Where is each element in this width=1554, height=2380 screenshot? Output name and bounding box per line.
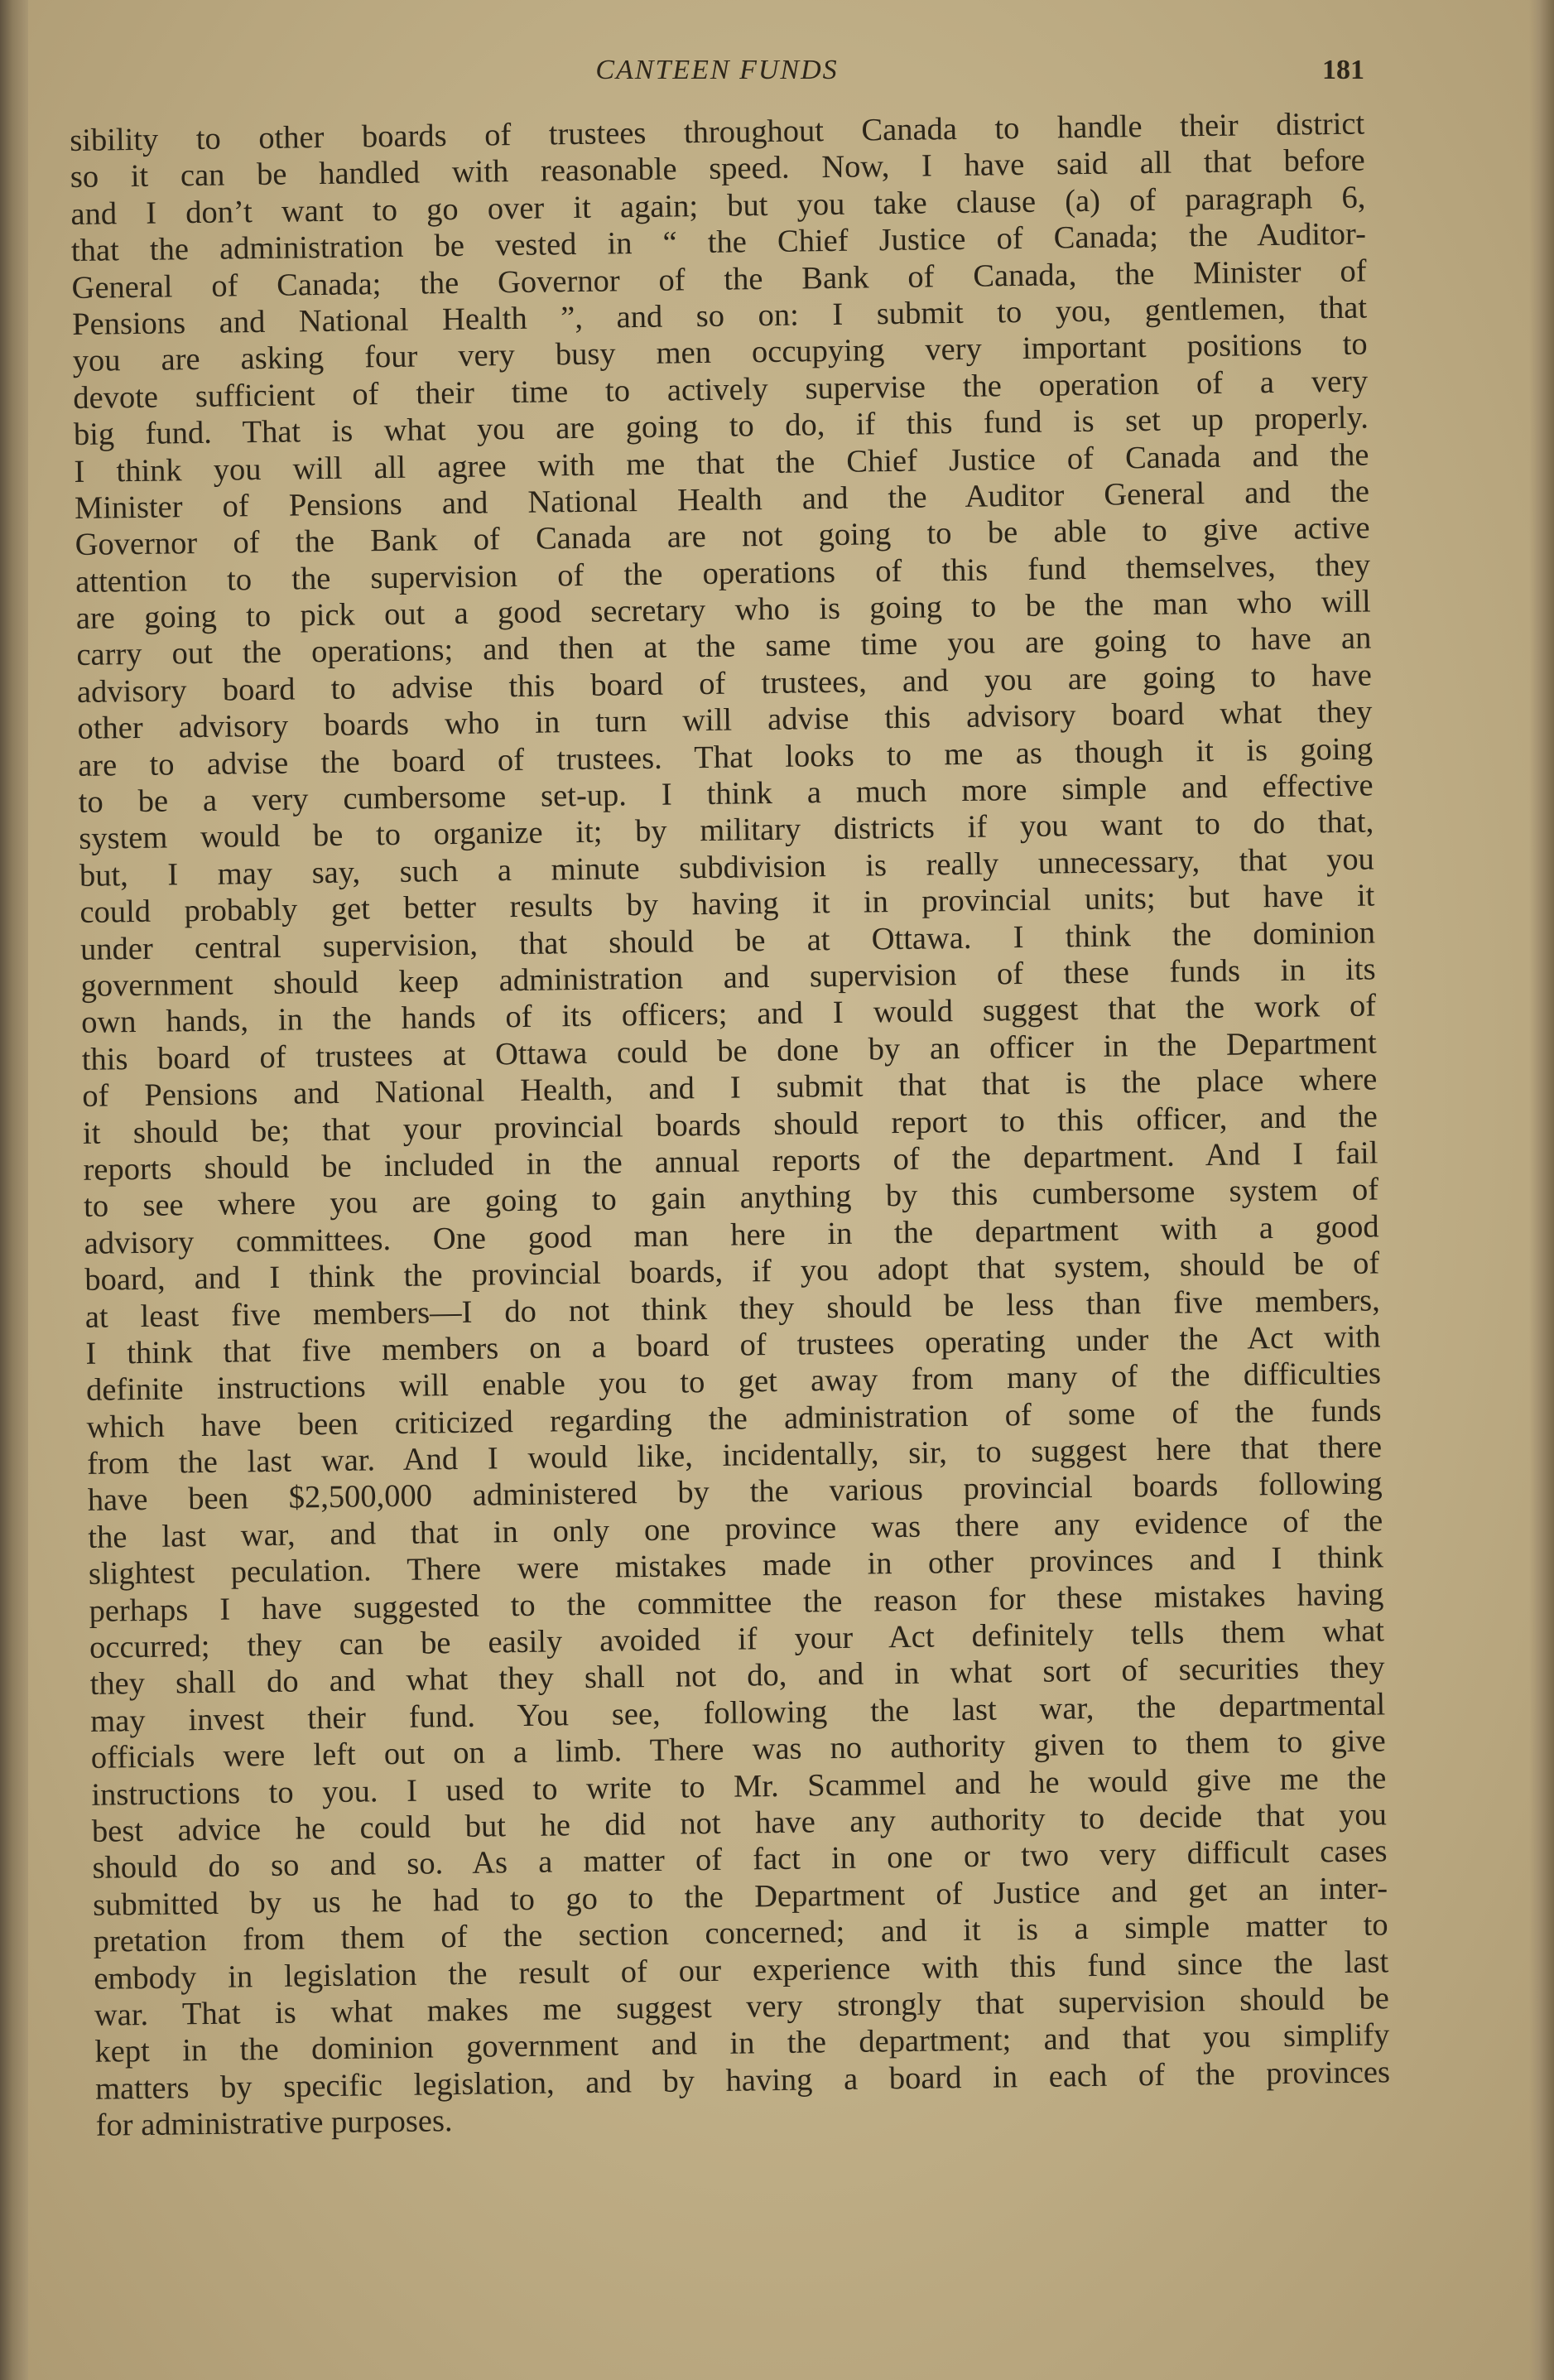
text-line: devote sufficient of their time to actively supervise the operation of a very [73, 364, 1369, 416]
text-line: war. That is what makes me suggest very strongly that supervision should be [94, 1981, 1390, 2033]
text-line: carry out the operations; and then at the same time you are going to have an [76, 620, 1372, 673]
text-line: I think you will all agree with me that the Chief Justice of Canada and the [74, 437, 1369, 489]
text-line: other advisory boards who in turn will advise this advisory board what they [77, 694, 1373, 747]
text-line: that the administration be vested in “ the Chief Justice of Canada; the Auditor- [70, 216, 1367, 269]
text-line: I think that five members on a board of trustees operating under the Act with [85, 1319, 1381, 1371]
text-line: they shall do and what they shall not do, and in what sort of securities they [89, 1650, 1385, 1703]
text-line: own hands, in the hands of its officers; and I would suggest that the work of [80, 988, 1377, 1041]
text-line: should do so and so. As a matter of fact in one or two very difficult cases [92, 1833, 1388, 1886]
text-line: it should be; that your provincial boards should report to this officer, and the [82, 1098, 1378, 1151]
text-line: reports should be included in the annual reports of the department. And I fail [83, 1135, 1378, 1188]
text-line: attention to the supervision of the operations of this fund themselves, they [75, 547, 1371, 600]
text-line: but, I may say, such a minute subdivision is really unnecessary, that you [79, 841, 1375, 894]
body-paragraph [70, 106, 1391, 2145]
text-line: this board of trustees at Ottawa could be done by an officer in the Department [81, 1025, 1377, 1077]
text-line: at least five members—I do not think they should be less than five members, [84, 1282, 1381, 1335]
text-line: big fund. That is what you are going to do, if this fund is set up properly. [73, 400, 1369, 453]
text-line: perhaps I have suggested to the committee the reason for these mistakes having [89, 1577, 1384, 1629]
page-number: 181 [1322, 55, 1364, 85]
text-line: are to advise the board of trustees. That looks to me as though it is going [77, 731, 1374, 783]
text-line: Pensions and National Health ”, and so on: I submit to you, gentlemen, that [71, 290, 1368, 342]
text-line: which have been criticized regarding the administration of some of the funds [86, 1393, 1382, 1445]
text-line: sibility to other boards of trustees throughout Canada to handle their district [70, 106, 1365, 158]
text-line: advisory committees. One good man here in the department with a good [84, 1209, 1379, 1261]
text-line: so it can be handled with reasonable speed. Now, I have said all that before [70, 142, 1366, 195]
binding-edge-shadow [0, 0, 28, 2380]
text-line: and I don’t want to go over it again; but you take clause (a) of paragraph 6, [70, 180, 1366, 232]
text-line: may invest their fund. You see, following the last war, the departmental [89, 1687, 1386, 1739]
text-line: to see where you are going to gain anything by this cumbersome system of [83, 1172, 1379, 1225]
running-head [70, 51, 1364, 101]
text-line: to be a very cumbersome set-up. I think a much more simple and effective [78, 768, 1374, 820]
text-line: from the last war. And I would like, incidentally, sir, to suggest here that there [86, 1429, 1383, 1481]
text-line: occurred; they can be easily avoided if your Act definitely tells them what [89, 1613, 1385, 1665]
text-line: matters by specific legislation, and by having a board in each of the provinces [94, 2055, 1391, 2107]
text-line: instructions to you. I used to write to Mr. Scammel and he would give me the [91, 1760, 1387, 1813]
text-line: Governor of the Bank of Canada are not going to be able to give active [75, 510, 1370, 563]
text-line: embody in legislation the result of our experience with this fund since the last [94, 1944, 1389, 1997]
text-line: under central supervision, that should be at Ottawa. I think the dominion [79, 915, 1376, 967]
text-line: the last war, and that in only one province was there any evidence of the [88, 1503, 1383, 1555]
running-title: CANTEEN FUNDS [595, 55, 839, 85]
text-line: best advice he could but he did not have any authority to decide that you [91, 1797, 1388, 1849]
text-line: board, and I think the provincial boards, if you adopt that system, should be of [84, 1245, 1380, 1298]
text-line: definite instructions will enable you to get away from many of the difficulties [85, 1356, 1382, 1409]
text-line: General of Canada; the Governor of the Bank of Canada, the Minister of [71, 253, 1367, 306]
text-line: advisory board to advise this board of trustees, and you are going to have [76, 658, 1373, 710]
text-line: could probably get better results by having it in provincial units; but have it [79, 878, 1375, 931]
text-line: for administrative purposes. [95, 2103, 453, 2143]
text-line: of Pensions and National Health, and I submit that that is the place where [82, 1062, 1378, 1115]
text-line: system would be to organize it; by military districts if you want to do that, [79, 804, 1374, 857]
text-line: kept in the dominion government and in the department; and that you simplify [94, 2017, 1390, 2070]
text-line: Minister of Pensions and National Health and the Auditor General and the [74, 474, 1370, 526]
page-edge-shadow [1529, 0, 1554, 2380]
text-line: pretation from them of the section concerned; and it is a simple matter to [93, 1907, 1388, 1959]
text-line: government should keep administration and supervision of these funds in its [80, 952, 1376, 1004]
text-line: have been $2,500,000 administered by the various provincial boards following [87, 1466, 1383, 1519]
text-line: are going to pick out a good secretary who is going to be the man who will [75, 584, 1371, 637]
text-line: officials were left out on a limb. There was no authority given to them to give [90, 1723, 1386, 1776]
text-line: you are asking four very busy men occupying very important positions to [72, 326, 1368, 379]
text-line: submitted by us he had to go to the Department of Justice and get an inter- [92, 1871, 1388, 1923]
text-line: slightest peculation. There were mistakes made in other provinces and I think [88, 1539, 1384, 1592]
